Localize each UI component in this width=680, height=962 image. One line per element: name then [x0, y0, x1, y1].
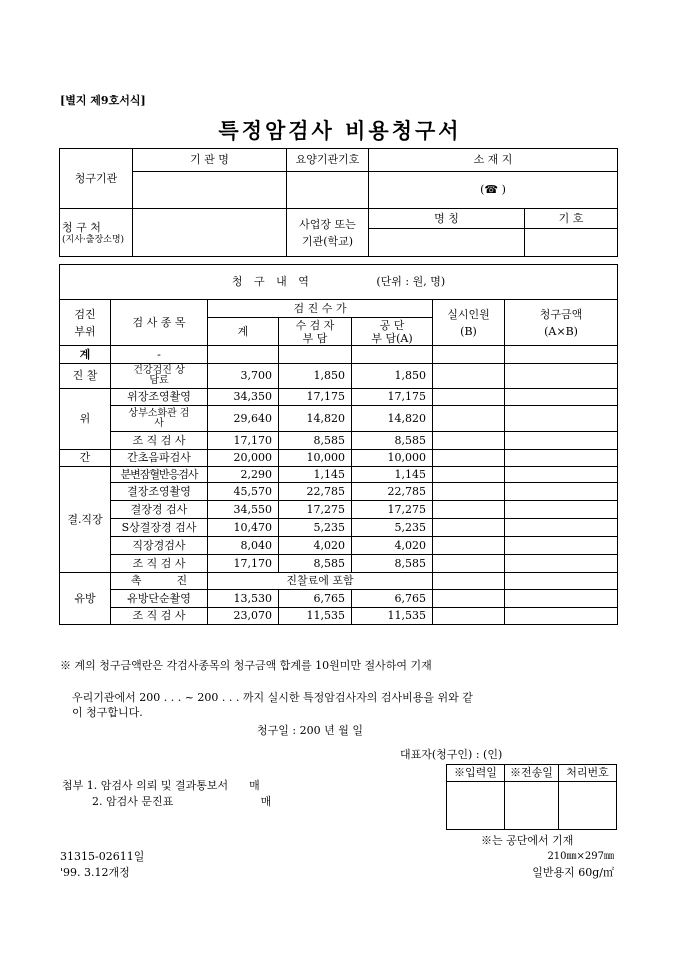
revision-date: '99. 3.12개정 — [60, 866, 130, 879]
site-colorectal: 결.직장 — [60, 467, 111, 573]
cell-public: 1,850 — [352, 364, 433, 389]
cell-count[interactable] — [433, 364, 505, 389]
cell-public: 4,020 — [352, 537, 433, 555]
cell-total: 34,550 — [208, 501, 279, 519]
input-date-header: ※입력일 — [447, 765, 505, 782]
item-name: S상결장경 검사 — [111, 519, 208, 537]
cell-total: 10,470 — [208, 519, 279, 537]
item-name: 직장경검사 — [111, 537, 208, 555]
item-name: 분변잠혈반응검사 — [111, 467, 208, 483]
cell-total: 23,070 — [208, 608, 279, 625]
total-row-cell — [352, 346, 433, 364]
cell-amount[interactable] — [505, 432, 618, 450]
paper-size: 210㎜×297㎜ — [547, 851, 614, 862]
total-row-item: - — [111, 346, 208, 364]
care-code-header: 요양기관기호 — [287, 149, 369, 172]
site-stomach: 위 — [60, 389, 111, 450]
amount-header-l2: (A×B) — [544, 324, 578, 338]
process-no-field[interactable] — [559, 782, 617, 830]
item-name: 간초음파검사 — [111, 450, 208, 467]
cell-count[interactable] — [433, 590, 505, 608]
cell-count[interactable] — [433, 501, 505, 519]
unit-note: (단위 : 원, 명) — [376, 275, 446, 288]
item-name: 결장경 검사 — [111, 501, 208, 519]
item-name: 위장조영촬영 — [111, 389, 208, 406]
cell-total: 20,000 — [208, 450, 279, 467]
cell-amount[interactable] — [505, 364, 618, 389]
cell-count[interactable] — [433, 406, 505, 432]
item-name: 촉 진 — [111, 573, 208, 590]
item-name: 유방단순촬영 — [111, 590, 208, 608]
statement-line1: 우리기관에서 200 . . . ~ 200 . . . 까지 실시한 특정암검사자의 검사비용을 위와 같 — [72, 691, 473, 704]
item-header: 검 사 종 목 — [111, 300, 208, 346]
count-header-l1: 실시인원 — [447, 307, 490, 321]
cell-amount[interactable] — [505, 519, 618, 537]
cell-patient: 17,175 — [279, 389, 352, 406]
cell-public: 5,235 — [352, 519, 433, 537]
cell-count[interactable] — [433, 537, 505, 555]
page-title: 특정암검사 비용청구서 — [218, 118, 462, 143]
cell-public: 1,145 — [352, 467, 433, 483]
cell-public: 17,175 — [352, 389, 433, 406]
public-header — [352, 318, 433, 346]
name-field[interactable] — [369, 229, 525, 257]
details-title-row — [60, 265, 618, 300]
org-name-header: 기 관 명 — [133, 149, 287, 172]
count-header-l2: (B) — [460, 324, 477, 338]
phone-field[interactable]: (☎ ) — [369, 172, 618, 209]
representative: 대표자(청구인) : (인) — [400, 748, 503, 761]
item-name: 조 직 검 사 — [111, 432, 208, 450]
site-breast: 유방 — [60, 573, 111, 625]
name-header: 명 칭 — [369, 209, 525, 229]
input-date-field[interactable] — [447, 782, 505, 830]
cell-patient: 14,820 — [279, 406, 352, 432]
cell-public: 10,000 — [352, 450, 433, 467]
org-name-field[interactable] — [133, 172, 287, 209]
claim-org-label: 청구기관 — [60, 149, 133, 209]
site-header-l1: 검진 — [74, 307, 96, 321]
total-row-cell — [279, 346, 352, 364]
cell-amount[interactable] — [505, 555, 618, 573]
process-no-header: 처리번호 — [559, 765, 617, 782]
paper-type: 일반용지 60g/㎡ — [532, 866, 614, 879]
cell-amount[interactable] — [505, 590, 618, 608]
code-header: 기 호 — [525, 209, 618, 229]
cell-patient: 10,000 — [279, 450, 352, 467]
cell-count[interactable] — [433, 432, 505, 450]
attachment-1: 첨부 1. 암검사 의뢰 및 결과통보서 매 — [62, 779, 260, 792]
item-counsel: 건강검진 상담료 — [111, 364, 208, 389]
bill-to-field[interactable] — [133, 209, 287, 257]
site-exam: 진 찰 — [60, 364, 111, 389]
cell-patient: 1,145 — [279, 467, 352, 483]
cell-amount[interactable] — [505, 537, 618, 555]
footnote: ※ 계의 청구금액란은 각검사종목의 청구금액 합계를 10원미만 절사하여 기재 — [60, 659, 432, 672]
amount-header-l1: 청구금액 — [539, 307, 583, 321]
workplace-line2: 기관(학교) — [301, 234, 354, 248]
cell-public: 8,585 — [352, 555, 433, 573]
cell-patient: 6,765 — [279, 590, 352, 608]
cell-total: 13,530 — [208, 590, 279, 608]
cell-public: 22,785 — [352, 483, 433, 501]
patient-header-l1: 수 검 자 — [295, 318, 335, 332]
total-row-cell — [208, 346, 279, 364]
cell-patient: 8,585 — [279, 555, 352, 573]
cell-amount[interactable] — [505, 389, 618, 406]
send-date-header: ※전송일 — [505, 765, 559, 782]
cell-public: 14,820 — [352, 406, 433, 432]
cell-patient: 8,585 — [279, 432, 352, 450]
cell-total: 17,170 — [208, 432, 279, 450]
merged-note: 진찰료에 포함 — [208, 573, 433, 590]
public-header-l2: 부 담(A) — [371, 331, 413, 345]
bill-to-label — [60, 209, 133, 257]
care-code-field[interactable] — [287, 172, 369, 209]
cell-public: 8,585 — [352, 432, 433, 450]
total-header: 계 — [208, 318, 279, 346]
cell-count[interactable] — [433, 389, 505, 406]
public-header-l1: 공 단 — [379, 318, 405, 332]
cell-amount[interactable] — [505, 406, 618, 432]
address-header: 소 재 지 — [369, 149, 618, 172]
workplace-label — [287, 209, 369, 257]
fee-header: 검 진 수 가 — [208, 300, 433, 318]
cell-total: 3,700 — [208, 364, 279, 389]
cell-count[interactable] — [433, 450, 505, 467]
cell-amount[interactable] — [505, 483, 618, 501]
site-liver: 간 — [60, 450, 111, 467]
details-title: 청 구 내 역 — [231, 275, 313, 288]
cell-amount[interactable] — [505, 450, 618, 467]
cell-public: 11,535 — [352, 608, 433, 625]
cell-patient: 11,535 — [279, 608, 352, 625]
patient-header-l2: 부 담 — [302, 331, 328, 345]
item-name: 조 직 검 사 — [111, 555, 208, 573]
total-row-count[interactable] — [433, 346, 505, 364]
attachment-2: 2. 암검사 문진표 매 — [92, 795, 272, 808]
cell-total: 2,290 — [208, 467, 279, 483]
cell-total: 17,170 — [208, 555, 279, 573]
claim-date: 청구일 : 200 년 월 일 — [257, 724, 363, 737]
cell-total: 45,570 — [208, 483, 279, 501]
details-table — [59, 264, 618, 625]
cell-amount[interactable] — [505, 573, 618, 590]
form-label: [별지 제9호서식] — [60, 94, 146, 107]
bill-to-line2: (지사·출장소명) — [62, 235, 125, 245]
code-field[interactable] — [525, 229, 618, 257]
total-row-site: 계 — [60, 346, 111, 364]
cell-public: 6,765 — [352, 590, 433, 608]
patient-header — [279, 318, 352, 346]
item-name: 조 직 검 사 — [111, 608, 208, 625]
cell-amount[interactable] — [505, 467, 618, 483]
cell-patient: 22,785 — [279, 483, 352, 501]
cell-total: 29,640 — [208, 406, 279, 432]
office-note: ※는 공단에서 기재 — [481, 834, 574, 847]
cell-amount[interactable] — [505, 501, 618, 519]
cell-patient: 17,275 — [279, 501, 352, 519]
cell-patient: 5,235 — [279, 519, 352, 537]
cell-amount[interactable] — [505, 608, 618, 625]
cell-count[interactable] — [433, 483, 505, 501]
item-name: 상부소화관 검사 — [111, 406, 208, 432]
cell-total: 8,040 — [208, 537, 279, 555]
item-name: 결장조영촬영 — [111, 483, 208, 501]
amount-header — [505, 300, 618, 346]
cell-patient: 1,850 — [279, 364, 352, 389]
cell-public: 17,275 — [352, 501, 433, 519]
cell-count[interactable] — [433, 573, 505, 590]
send-date-field[interactable] — [505, 782, 559, 830]
site-header-l2: 부위 — [74, 324, 96, 338]
cell-count[interactable] — [433, 519, 505, 537]
statement-line2: 이 청구합니다. — [72, 706, 143, 719]
count-header — [433, 300, 505, 346]
cell-count[interactable] — [433, 467, 505, 483]
cell-count[interactable] — [433, 608, 505, 625]
site-header — [60, 300, 111, 346]
cell-patient: 4,020 — [279, 537, 352, 555]
office-use-box — [446, 764, 617, 830]
bill-to-line1: 청 구 처 — [62, 221, 101, 234]
cell-total: 34,350 — [208, 389, 279, 406]
cell-count[interactable] — [433, 555, 505, 573]
header-table — [59, 148, 618, 257]
form-number: 31315-02611일 — [60, 850, 145, 863]
workplace-line1: 사업장 또는 — [299, 217, 356, 231]
total-row-amount[interactable] — [505, 346, 618, 364]
